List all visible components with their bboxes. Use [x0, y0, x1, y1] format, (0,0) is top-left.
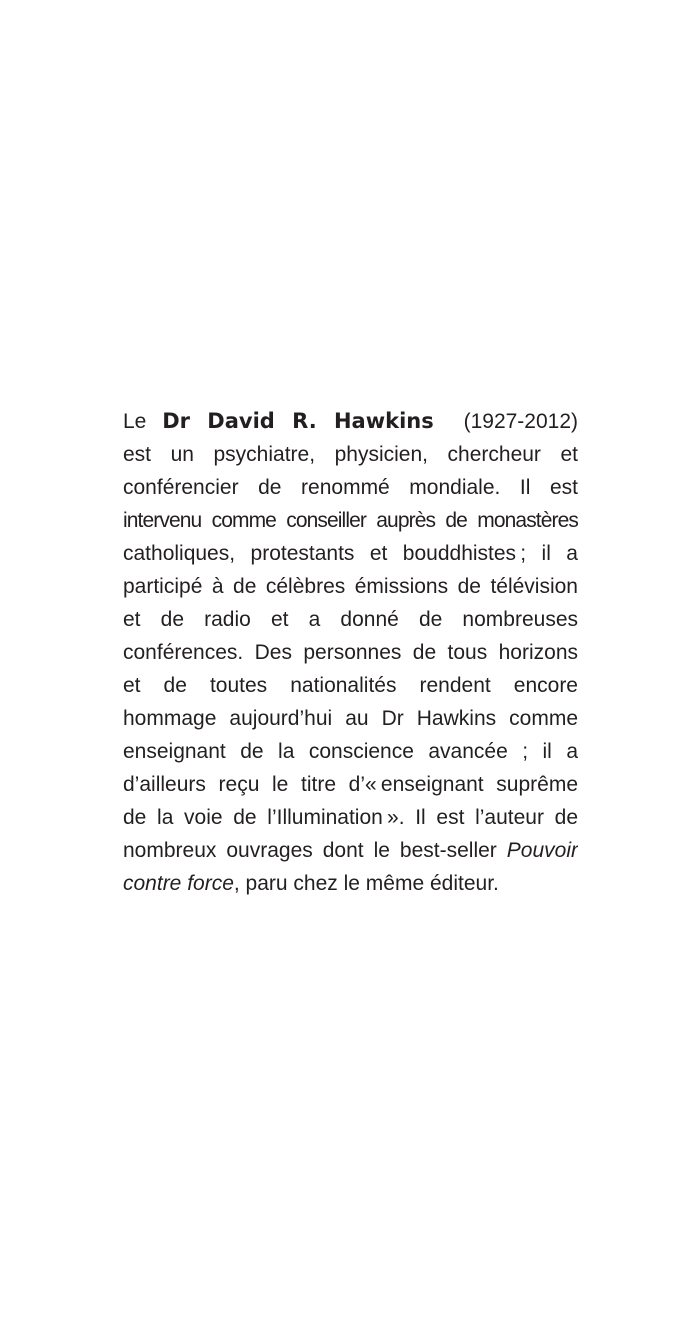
- book-title-part-2: contre force: [123, 872, 234, 895]
- bio-line-7: et de radio et a donné de nombreuses: [123, 608, 578, 631]
- author-years: (1927-2012): [463, 410, 578, 433]
- bio-line-3: conférencier de renommé mondiale. Il est: [123, 476, 578, 499]
- bio-line-9: et de toutes nationalités rendent encore: [123, 674, 578, 697]
- bio-line-8: conférences. Des personnes de tous horizons: [123, 641, 578, 664]
- author-bio: [123, 405, 578, 900]
- bio-line-5: catholiques, protestants et bouddhistes ; il a: [123, 542, 578, 565]
- bio-line-4: intervenu comme conseiller auprès de monastères: [123, 509, 578, 532]
- bio-line-15: [123, 867, 578, 900]
- bio-line-13: de la voie de l’Illumination ». Il est l’auteur de: [123, 806, 578, 829]
- bio-line-10: hommage aujourd’hui au Dr Hawkins comme: [123, 707, 578, 730]
- bio-line-15-rest: , paru chez le même éditeur.: [233, 872, 499, 895]
- bio-lead: Le: [123, 410, 147, 433]
- bio-line-1: [123, 405, 578, 438]
- bio-line-12: d’ailleurs reçu le titre d’« enseignant suprême: [123, 773, 578, 796]
- bio-line-14: [123, 834, 578, 867]
- bio-line-6: participé à de célèbres émissions de télévision: [123, 575, 578, 598]
- bio-line-14-text: nombreux ouvrages dont le best-seller: [123, 839, 497, 862]
- author-name: Dr David R. Hawkins: [162, 409, 434, 433]
- bio-line-11: enseignant de la conscience avancée ; il a: [123, 740, 578, 763]
- book-title-part-1: Pouvoir: [506, 839, 578, 862]
- bio-line-2: est un psychiatre, physicien, chercheur et: [123, 443, 578, 466]
